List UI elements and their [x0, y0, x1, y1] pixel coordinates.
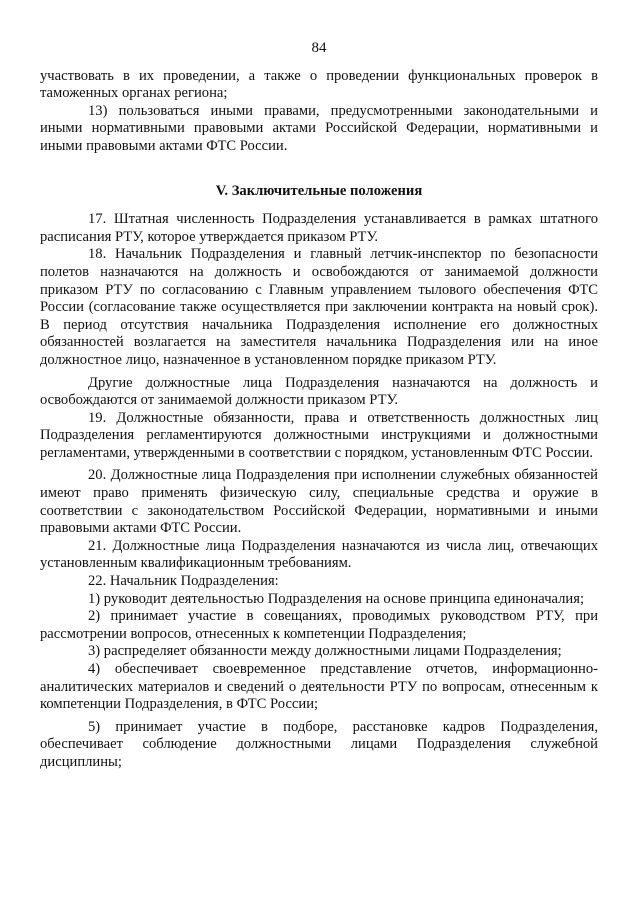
paragraph-22: 22. Начальник Подразделения: [88, 573, 279, 590]
document-page [40, 0, 598, 772]
paragraph-17: 17. Штатная численность Подразделения устанавливается в рамках штатного расписания РТУ, которое утверждается приказом РТУ. [40, 211, 598, 245]
paragraph-continuation: участвовать в их проведении, а также о проведении функциональных проверок в таможенных органах региона; [40, 67, 598, 102]
list-item-3: 3) распределяет обязанности между должностными лицами Подразделения; [88, 643, 562, 660]
paragraph-18: 18. Начальник Подразделения и главный летчик-инспектор по безопасности полетов назначаются на должность и освобождаются от занимаемой должности приказом РТУ по согласованию с Главным управлением тылового обеспечения ФТС России (согласование также осуществляется при заключении контракта на новый срок). В период отсутствия начальника Подразделения исполнение его должностных обязанностей возлагается на заместителя начальника Подразделения или на иное должностное лицо, назначенное в установленном порядке приказом РТУ. [40, 246, 598, 368]
paragraph-item-13: 13) пользоваться иными правами, предусмотренными законодательными и иными нормативными правовыми актами Российской Федерации, нормативными и иными правовыми актами ФТС России. [40, 102, 598, 154]
list-item-5: 5) принимает участие в подборе, расстановке кадров Подразделения, обеспечивает соблюдение должностными лицами Подразделения служебной дисциплины; [40, 718, 598, 770]
page-number: 84 [311, 40, 327, 56]
paragraph-19: 19. Должностные обязанности, права и ответственность должностных лиц Подразделения регламентируются должностными инструкциями и должностными регламентами, утвержденными в соответствии с порядком, установленным ФТС России. [40, 409, 598, 461]
list-item-4: 4) обеспечивает своевременное представление отчетов, информационно-аналитических материалов и сведений о деятельности РТУ по вопросам, отнесенным к компетенции Подразделения, в ФТС России; [40, 661, 598, 713]
list-item-1: 1) руководит деятельностью Подразделения на основе принципа единоначалия; [88, 590, 585, 607]
paragraph-other-officials: Другие должностные лица Подразделения назначаются на должность и освобождаются от занимаемой должности приказом РТУ. [40, 374, 598, 409]
paragraph-21: 21. Должностные лица Подразделения назначаются из числа лиц, отвечающих установленным квалификационным требованиям. [40, 537, 598, 572]
list-item-2: 2) принимает участие в совещаниях, проводимых руководством РТУ, при рассмотрении вопросов, отнесенных к компетенции Подразделения; [40, 608, 598, 642]
section-heading: V. Заключительные положения [215, 182, 423, 199]
paragraph-20: 20. Должностные лица Подразделения при исполнении служебных обязанностей имеют право применять физическую силу, специальные средства и оружие в соответствии с законодательством Российской Федерации, нормативными и иными правовыми актами ФТС России. [40, 467, 598, 537]
